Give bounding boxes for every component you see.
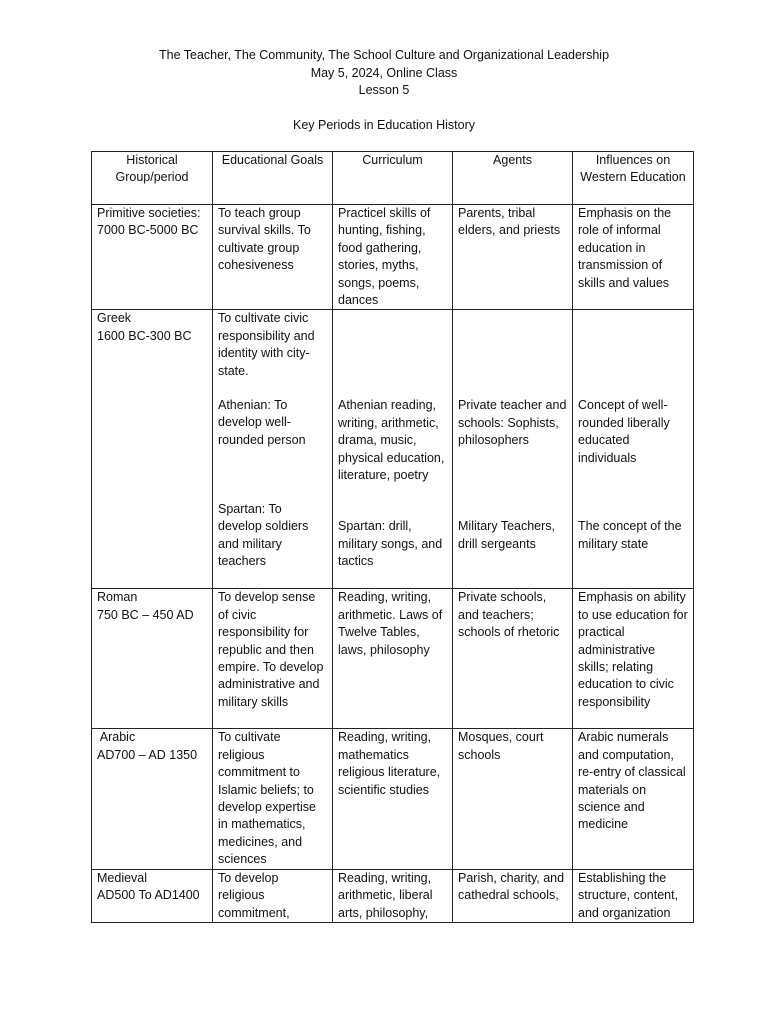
curriculum-cell: Athenian reading, writing, arithmetic, drama, music, physical education, literature, poetry Spartan: drill, military songs, and tactics [333,310,453,589]
curriculum-cell: Reading, writing, arithmetic, liberal arts, philosophy, [333,869,453,922]
section-title: Key Periods in Education History [292,118,476,132]
column-header: Curriculum [333,152,453,205]
class-date: May 5, 2024, Online Class [310,65,458,80]
column-header: Historical Group/period [92,152,213,205]
table-header-row [92,152,694,205]
period-cell: Primitive societies: 7000 BC-5000 BC [92,205,213,310]
column-header: Educational Goals [213,152,333,205]
goals-cell: To develop religious commitment, [213,869,333,922]
agents-cell: Parish, charity, and cathedral schools, [453,869,573,922]
period-cell: Roman 750 BC – 450 AD [92,589,213,729]
document-header [0,47,768,100]
influences-cell: Arabic numerals and computation, re-entry of classical materials on science and medicine [573,729,694,869]
table-row [92,729,694,869]
curriculum-cell: Practicel skills of hunting, fishing, food gathering, stories, myths, songs, poems, dances [333,205,453,310]
influences-cell: Emphasis on the role of informal education in transmission of skills and values [573,205,694,310]
period-cell: Medieval AD500 To AD1400 [92,869,213,922]
period-cell: Greek 1600 BC-300 BC [92,310,213,589]
influences-cell: Emphasis on ability to use education for practical administrative skills; relating education to civic responsibility [573,589,694,729]
influences-cell: Concept of well-rounded liberally educated individuals The concept of the military state [573,310,694,589]
document-title: The Teacher, The Community, The School Culture and Organizational Leadership [158,48,610,62]
goals-cell: To teach group survival skills. To cultivate group cohesiveness [213,205,333,310]
curriculum-cell: Reading, writing, arithmetic. Laws of Twelve Tables, laws, philosophy [333,589,453,729]
column-header: Agents [453,152,573,205]
agents-cell: Private schools, and teachers; schools of rhetoric [453,589,573,729]
agents-cell: Mosques, court schools [453,729,573,869]
column-header: Influences on Western Education [573,152,694,205]
education-history-table [91,151,694,923]
lesson-number: Lesson 5 [358,83,410,97]
influences-cell: Establishing the structure, content, and organization [573,869,694,922]
period-cell: Arabic AD700 – AD 1350 [92,729,213,869]
goals-cell: To cultivate religious commitment to Islamic beliefs; to develop expertise in mathematics, medicines, and sciences [213,729,333,869]
agents-cell: Private teacher and schools: Sophists, philosophers Military Teachers, drill sergeants [453,310,573,589]
table-row [92,869,694,922]
goals-cell: To cultivate civic responsibility and identity with city-state. Athenian: To develop well-rounded person Spartan: To develop soldiers and military teachers [213,310,333,589]
agents-cell: Parents, tribal elders, and priests [453,205,573,310]
goals-cell: To develop sense of civic responsibility for republic and then empire. To develop administrative and military skills [213,589,333,729]
table-row [92,310,694,589]
table-row [92,205,694,310]
curriculum-cell: Reading, writing, mathematics religious literature, scientific studies [333,729,453,869]
table-row [92,589,694,729]
